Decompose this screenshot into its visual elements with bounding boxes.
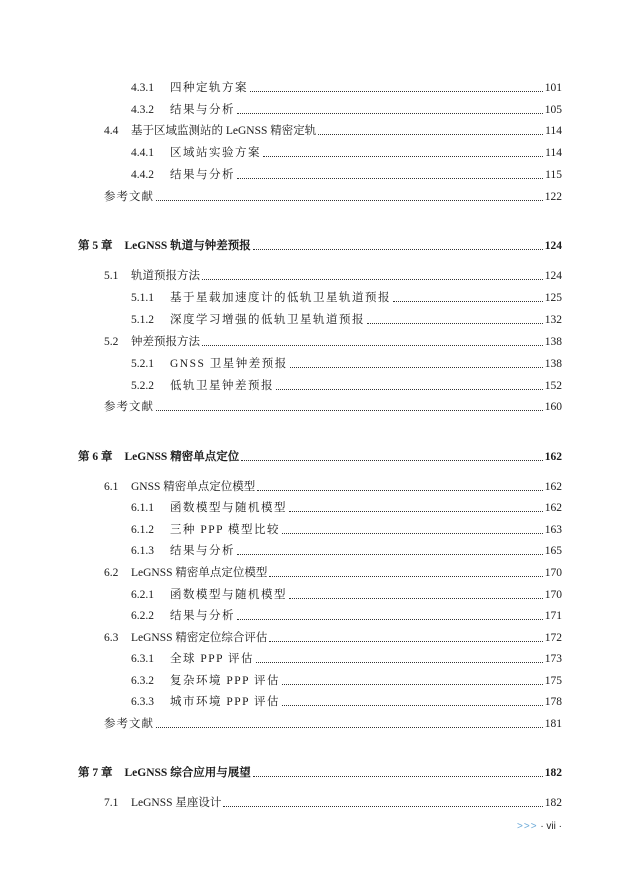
toc-entry	[0, 448, 562, 466]
toc-entry-page: 173	[544, 653, 562, 665]
toc-entry	[0, 499, 562, 517]
toc-entry-number: 6.2.1	[131, 589, 154, 601]
toc-entry	[0, 607, 562, 625]
toc-entry-title: 参考文献	[104, 401, 154, 413]
toc-entry-page: 181	[544, 718, 562, 730]
toc-entry	[0, 794, 562, 812]
toc-entry-number: 第 7 章	[78, 767, 113, 779]
toc-entry	[0, 188, 562, 206]
toc-entry	[0, 79, 562, 97]
toc-entry	[0, 267, 562, 285]
dot-leader	[263, 156, 543, 157]
dot-leader	[237, 113, 543, 114]
toc-entry-title: 复杂环境 PPP 评估	[170, 675, 281, 687]
dot-leader	[250, 91, 543, 92]
toc-entry-title: 结果与分析	[170, 545, 235, 557]
toc-entry-title: 城市环境 PPP 评估	[170, 696, 281, 708]
toc-entry-number: 5.1.2	[131, 314, 154, 326]
dot-leader	[282, 533, 543, 534]
toc-entry	[0, 289, 562, 307]
toc-entry-title: 全球 PPP 评估	[170, 653, 255, 665]
toc-entry-number: 第 6 章	[78, 451, 113, 463]
toc-entry-page: 172	[544, 632, 562, 644]
toc-entry-title: 三种 PPP 模型比较	[170, 524, 281, 536]
toc-entry-page: 170	[544, 589, 562, 601]
toc-entry-number: 5.2.2	[131, 380, 154, 392]
toc-entry	[0, 166, 562, 184]
dot-leader	[290, 367, 543, 368]
dot-leader	[156, 200, 543, 201]
toc-entry-number: 7.1	[104, 797, 119, 809]
toc-entry-title: 参考文献	[104, 191, 154, 203]
dot-leader	[318, 134, 543, 135]
page-number: · vii ·	[540, 821, 562, 832]
toc-entry-title: 深度学习增强的低轨卫星轨道预报	[170, 314, 365, 326]
toc-entry-number: 5.1.1	[131, 292, 154, 304]
toc-entry-page: 124	[544, 240, 562, 252]
toc-entry-page: 162	[544, 502, 562, 514]
toc-entry-title: 结果与分析	[170, 169, 235, 181]
toc-entry-number: 4.3.2	[131, 104, 154, 116]
toc-entry-number: 4.3.1	[131, 82, 154, 94]
dot-leader	[237, 619, 543, 620]
toc-entry-number: 6.2.2	[131, 610, 154, 622]
toc-entry-number: 6.3	[104, 632, 119, 644]
toc-entry-number: 6.3.1	[131, 653, 154, 665]
dot-leader	[253, 249, 543, 250]
toc-entry-title: 基于星载加速度计的低轨卫星轨道预报	[170, 292, 391, 304]
toc-entry	[0, 715, 562, 733]
dot-leader	[282, 684, 543, 685]
toc-entry-title: LeGNSS 精密单点定位	[124, 451, 240, 463]
footer-arrows: >>>	[517, 821, 538, 832]
toc-entry	[0, 629, 562, 647]
toc-entry-page: 175	[544, 675, 562, 687]
toc-entry	[0, 101, 562, 119]
toc-entry-number: 6.3.3	[131, 696, 154, 708]
toc-entry	[0, 672, 562, 690]
toc-entry	[0, 650, 562, 668]
toc-entry-page: 101	[544, 82, 562, 94]
toc-entry-page: 182	[544, 797, 562, 809]
toc-entry-number: 4.4.2	[131, 169, 154, 181]
toc-entry-number: 5.2	[104, 336, 119, 348]
toc-entry-number: 4.4.1	[131, 147, 154, 159]
toc-entry	[0, 764, 562, 782]
toc-entry-page: 170	[544, 567, 562, 579]
toc-entry-number: 6.1.1	[131, 502, 154, 514]
toc-entry	[0, 377, 562, 395]
toc-entry-title: 低轨卫星钟差预报	[170, 380, 274, 392]
toc-entry	[0, 311, 562, 329]
toc-entry	[0, 333, 562, 351]
dot-leader	[237, 554, 543, 555]
dot-leader	[156, 410, 543, 411]
toc-entry-title: 函数模型与随机模型	[170, 502, 287, 514]
dot-leader	[241, 460, 543, 461]
toc-entry-number: 6.2	[104, 567, 119, 579]
toc-entry-number: 4.4	[104, 125, 119, 137]
toc-entry-page: 105	[544, 104, 562, 116]
toc-entry-title: 轨道预报方法	[131, 270, 200, 282]
toc-entry	[0, 144, 562, 162]
toc-entry-number: 5.1	[104, 270, 119, 282]
toc-entry	[0, 398, 562, 416]
toc-entry-page: 124	[544, 270, 562, 282]
toc-entry-title: GNSS 精密单点定位模型	[131, 481, 256, 493]
toc-entry-page: 163	[544, 524, 562, 536]
toc-entry-title: 参考文献	[104, 718, 154, 730]
toc-entry-number: 6.1	[104, 481, 119, 493]
dot-leader	[282, 705, 543, 706]
toc-entry-page: 182	[544, 767, 562, 779]
toc-entry-page: 165	[544, 545, 562, 557]
toc-entry-page: 160	[544, 401, 562, 413]
toc-entry-title: LeGNSS 精密定位综合评估	[131, 632, 268, 644]
toc-entry	[0, 237, 562, 255]
toc-entry-page: 114	[545, 147, 562, 159]
dot-leader	[289, 511, 543, 512]
toc-entry-page: 115	[545, 169, 562, 181]
toc-entry-title: LeGNSS 轨道与钟差预报	[124, 240, 251, 252]
toc-entry-page: 138	[544, 358, 562, 370]
toc-entry-number: 6.1.3	[131, 545, 154, 557]
toc-entry-page: 138	[544, 336, 562, 348]
page-footer	[517, 821, 562, 832]
toc-entry	[0, 355, 562, 373]
toc-entry-title: 四种定轨方案	[170, 82, 248, 94]
toc-entry-title: LeGNSS 精密单点定位模型	[131, 567, 268, 579]
toc-entry-page: 162	[544, 481, 562, 493]
dot-leader	[237, 178, 543, 179]
dot-leader	[253, 776, 543, 777]
toc-entry-title: 钟差预报方法	[131, 336, 200, 348]
toc-entry-title: 结果与分析	[170, 104, 235, 116]
toc-entry-title: 函数模型与随机模型	[170, 589, 287, 601]
dot-leader	[289, 598, 543, 599]
dot-leader	[269, 641, 542, 642]
dot-leader	[223, 806, 542, 807]
toc-entry-title: 基于区域监测站的 LeGNSS 精密定轨	[131, 125, 317, 137]
dot-leader	[202, 345, 543, 346]
toc-entry-page: 122	[544, 191, 562, 203]
toc-entry-page: 125	[544, 292, 562, 304]
toc-entry	[0, 478, 562, 496]
dot-leader	[156, 727, 543, 728]
dot-leader	[202, 279, 543, 280]
dot-leader	[367, 323, 543, 324]
toc-entry-page: 132	[544, 314, 562, 326]
toc-entry	[0, 122, 562, 140]
toc-entry-title: GNSS 卫星钟差预报	[170, 358, 288, 370]
toc-entry	[0, 542, 562, 560]
dot-leader	[256, 662, 543, 663]
dot-leader	[257, 490, 542, 491]
toc-entry-title: 区域站实验方案	[170, 147, 261, 159]
toc-entry-page: 171	[544, 610, 562, 622]
toc-entry-title: 结果与分析	[170, 610, 235, 622]
toc-entry-title: LeGNSS 星座设计	[131, 797, 222, 809]
toc-entry-page: 114	[545, 125, 562, 137]
toc-entry-number: 5.2.1	[131, 358, 154, 370]
toc-entry-page: 152	[544, 380, 562, 392]
dot-leader	[276, 389, 543, 390]
toc-entry	[0, 564, 562, 582]
toc-entry-number: 6.1.2	[131, 524, 154, 536]
toc-entry-number: 6.3.2	[131, 675, 154, 687]
toc-entry	[0, 693, 562, 711]
toc-entry-page: 178	[544, 696, 562, 708]
toc-entry-number: 第 5 章	[78, 240, 113, 252]
toc-entry-title: LeGNSS 综合应用与展望	[124, 767, 251, 779]
dot-leader	[393, 301, 543, 302]
toc-entry-page: 162	[544, 451, 562, 463]
dot-leader	[269, 576, 542, 577]
toc-entry	[0, 521, 562, 539]
toc-entry	[0, 586, 562, 604]
